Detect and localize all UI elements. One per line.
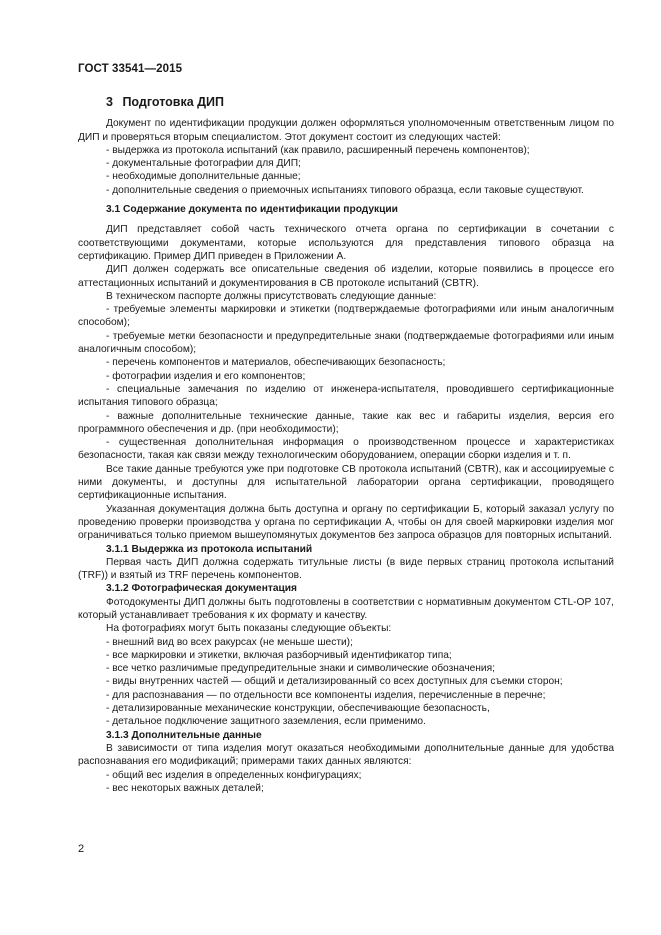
section-3-1-heading: 3.1 Содержание документа по идентификации продукции: [106, 204, 398, 216]
page-number: 2: [78, 843, 85, 855]
list-item: - требуемые элементы маркировки и этикетки (подтверждаемые фотографиями или иным аналогичным способом);: [78, 304, 614, 329]
paragraph: Документ по идентификации продукции должен оформляться уполномоченным ответственным лицом по ДИП и проверяться вторым специалистом. Этот документ состоит из следующих частей:: [78, 118, 614, 143]
list-item: - все четко различимые предупредительные знаки и символические обозначения;: [106, 663, 495, 675]
list-item: - детальное подключение защитного заземления, если применимо.: [106, 716, 426, 728]
paragraph: Все такие данные требуются уже при подготовке CB протокола испытаний (CBTR), как и ассоциируемые с ними документы, и доступны для испытательной лаборатории органа сертификации, проводящего сертификационные испытания.: [78, 463, 614, 502]
paragraph: Первая часть ДИП должна содержать титульные листы (в виде первых страниц протокола испытаний (TRF)) и взятый из TRF перечень компонентов.: [78, 556, 614, 582]
list-item: - важные дополнительные технические данные, такие как вес и габариты изделия, версия его программного обеспечения и др. (при необходимости);: [78, 410, 614, 435]
paragraph: ДИП представляет собой часть технического отчета органа по сертификации в сочетании с соответствующими документами, которые используются для представления типового образца на сертификацию. Пример ДИП приведен в Приложении А.: [78, 224, 614, 262]
document-code-header: ГОСТ 33541—2015: [78, 63, 183, 75]
section-3-1-1-heading: 3.1.1 Выдержка из протокола испытаний: [106, 543, 313, 555]
list-item: - вес некоторых важных деталей;: [106, 782, 264, 794]
list-item: - необходимые дополнительные данные;: [106, 171, 301, 183]
paragraph: На фотографиях могут быть показаны следующие объекты:: [106, 623, 392, 635]
paragraph: Фотодокументы ДИП должны быть подготовлены в соответствии с нормативным документом CTL-OP 107, который устанавливает требования к их формату и качеству.: [78, 596, 614, 621]
list-item: - фотографии изделия и его компонентов;: [106, 370, 306, 382]
list-item: - дополнительные сведения о приемочных испытаниях типового образца, если таковые существуют.: [106, 184, 584, 196]
list-item: - виды внутренних частей — общий и детализированный со всех доступных для съемки сторон;: [106, 676, 563, 688]
list-item: - документальные фотографии для ДИП;: [106, 158, 301, 170]
list-item: - существенная дополнительная информация о производственном процессе и характеристиках безопасности, такая как связи между технологическим оборудованием, операции сборки изделия и т. п.: [78, 437, 614, 462]
list-item: - специальные замечания по изделию от инженера-испытателя, проводившего сертификационные испытания типового образца;: [78, 383, 614, 409]
paragraph: В техническом паспорте должны присутствовать следующие данные:: [106, 290, 437, 302]
list-item: - общий вес изделия в определенных конфигурациях;: [106, 769, 362, 781]
paragraph: Указанная документация должна быть доступна и органу по сертификации Б, который заказал услугу по проведению проверки производства у органа по сертификации А, чтобы он для своей маркировки изделия мог ограничиваться только приемом вышеупомянутых документов без запроса образцов для повторных испытаний.: [78, 503, 614, 542]
list-item: - внешний вид во всех ракурсах (не меньше шести);: [106, 636, 353, 648]
list-item: - перечень компонентов и материалов, обеспечивающих безопасность;: [106, 357, 446, 369]
section-3-1-3-heading: 3.1.3 Дополнительные данные: [106, 729, 262, 741]
paragraph: ДИП должен содержать все описательные сведения об изделии, которые появились в процессе его аттестационных испытаний и документирования в CB протоколе испытаний (CBTR).: [78, 264, 614, 289]
list-item: - требуемые метки безопасности и предупредительные знаки (подтверждаемые фотографиями или иным аналогичным способом);: [78, 330, 614, 356]
section-title: Подготовка ДИП: [122, 95, 225, 109]
page-content: [78, 96, 614, 795]
paragraph: В зависимости от типа изделия могут оказаться необходимыми дополнительные данные для удобства распознавания его модификаций; примерами таких данных являются:: [78, 742, 614, 768]
list-item: - для распознавания — по отдельности все компоненты изделия, перечисленные в перечне;: [106, 689, 546, 701]
section-3-1-2-heading: 3.1.2 Фотографическая документация: [106, 583, 297, 595]
list-item: - выдержка из протокола испытаний (как правило, расширенный перечень компонентов);: [106, 144, 530, 156]
list-item: - все маркировки и этикетки, включая разборчивый идентификатор типа;: [106, 649, 452, 661]
section-number: 3: [106, 95, 113, 109]
section-3-heading: [78, 96, 614, 109]
list-item: - детализированные механические конструкции, обеспечивающие безопасность,: [106, 703, 490, 715]
